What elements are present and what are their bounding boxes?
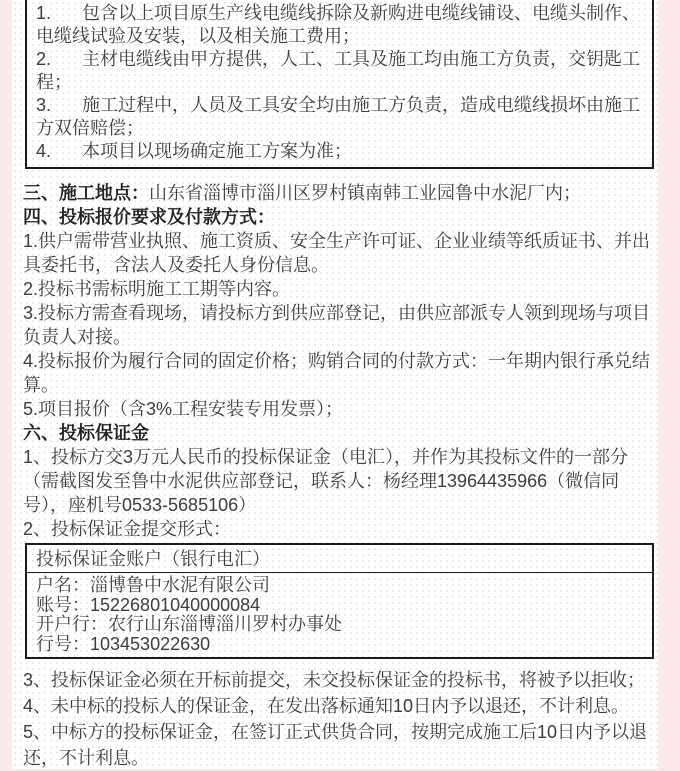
scope-item [36,2,643,48]
section-location-label: 三、施工地点： [23,183,149,203]
quote-item-2: 2.投标书需标明施工工期等内容。 [23,279,291,299]
scope-item-number: 3. [36,95,52,115]
quote-item-4: 4.投标报价为履行合同的固定价格；购销合同的付款方式：一年期内银行承兑结算。 [23,351,651,395]
deposit-item-4: 4、未中标的投标人的保证金，在发出落标通知10日内予以退还，不计利息。 [23,696,630,716]
construction-scope-table [25,0,654,169]
scope-item [36,48,643,94]
account-table-header: 投标保证金账户（银行电汇） [27,545,652,573]
quote-item-5: 5.项目报价（含3%工程安装专用发票）； [23,399,344,419]
deposit-item-3: 3、投标保证金必须在开标前提交，未交投标保证金的投标书，将被予以拒收； [23,670,646,690]
scope-item-text: 施工过程中，人员及工具安全均由施工方负责，造成电缆线损坏由施工方双倍赔偿； [36,95,640,138]
quote-item-1: 1.供户需带营业执照、施工资质、安全生产许可证、企业业绩等纸质证书、并出具委托书，含法人及委托人身份信息。 [23,231,651,275]
section-quote-heading: 四、投标报价要求及付款方式： [23,207,275,227]
account-table-body [27,573,652,657]
quote-item-3: 3.投标方需查看现场，请投标方到供应部登记，由供应部派专人领到现场与项目负责人对接。 [23,303,651,347]
section-location-text: 山东省淄博市淄川区罗村镇南韩工业园鲁中水泥厂内； [149,183,581,203]
bank-branch-row: 开户行：农行山东淄博淄川罗村办事处 [36,614,342,634]
deposit-item-2: 2、投标保证金提交形式： [23,519,232,539]
section-deposit-heading: 六、投标保证金 [23,423,149,443]
deposit-item-1: 1、投标方交3万元人民币的投标保证金（电汇），并作为其投标文件的一部分（需截图发至鲁中水泥供应部登记，联系人：杨经理13964435966（微信同号），座机号0533-5685106） [23,447,629,515]
scope-item-number: 1. [36,3,52,23]
scope-item [36,140,643,163]
scope-item-number: 2. [36,49,52,69]
scope-item-text: 主材电缆线由甲方提供，人工、工具及施工均由施工方负责，交钥匙工程； [36,49,640,92]
scope-item-number: 4. [36,141,52,161]
account-number-row: 账号：15226801040000084 [36,594,261,615]
section-location [23,181,650,205]
deposit-account-table [25,543,654,659]
scope-item-text: 本项目以现场确定施工方案为准； [82,141,352,161]
scope-item-text: 包含以上项目原生产线电缆线拆除及新购进电缆线铺设、电缆头制作、电缆线试验及安装，以及相关施工费用； [36,3,640,46]
scope-item [36,94,643,140]
deposit-item-5: 5、中标方的投标保证金，在签订正式供货合同，按期完成施工后10日内予以退还，不计利息。 [23,722,648,768]
document-page [12,0,658,769]
account-holder-row: 户名：淄博鲁中水泥有限公司 [36,575,270,595]
bank-code-row: 行号：103453022630 [36,633,211,654]
